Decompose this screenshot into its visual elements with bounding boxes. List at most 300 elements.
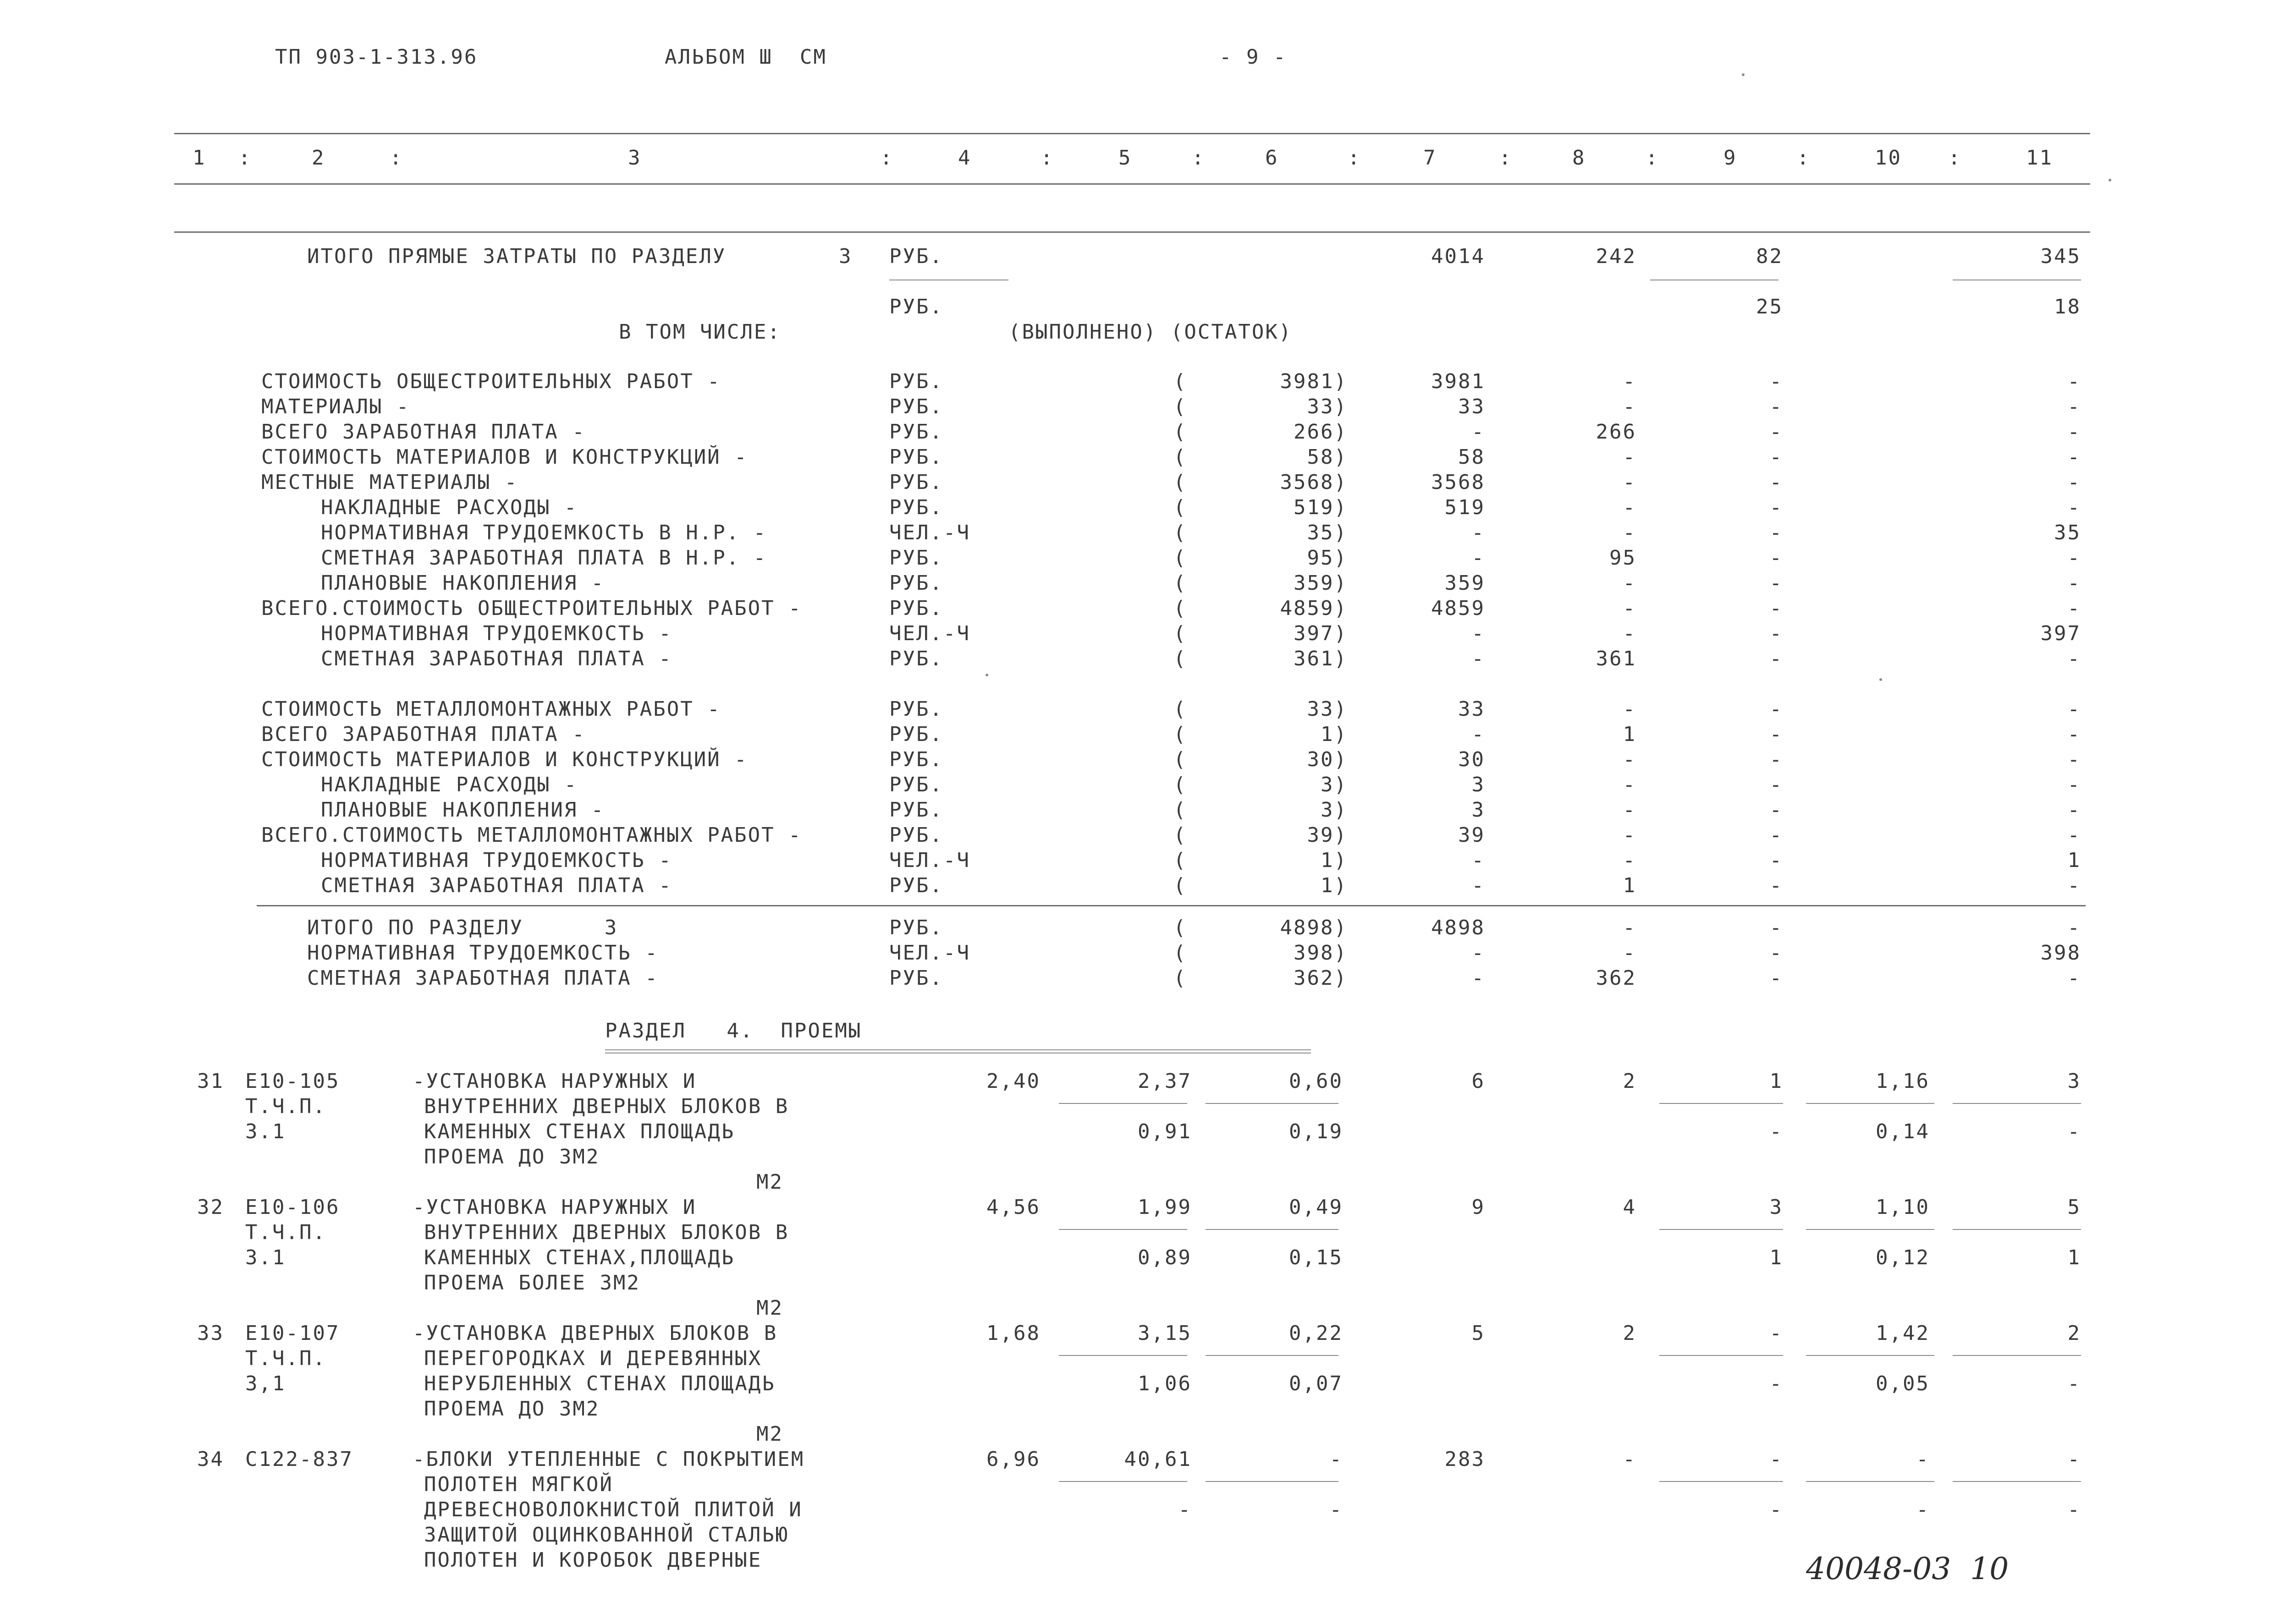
item-col10-b: 0,12 <box>1876 1246 1930 1269</box>
row-col9: - <box>1769 647 1783 670</box>
row-col9: - <box>1769 723 1783 746</box>
row-label: НОРМАТИВНАЯ ТРУДОЕМКОСТЬ - <box>321 849 672 872</box>
row-col9: - <box>1769 597 1783 620</box>
doc-code: ТП 903-1-313.96 <box>275 45 478 69</box>
row-col7: 3 <box>1471 798 1485 822</box>
column-number-2: 2 <box>312 146 325 170</box>
item-code: Е10-107 <box>245 1322 340 1345</box>
row-col7: - <box>1471 647 1485 670</box>
item-col10: 1,16 <box>1876 1070 1930 1093</box>
total-label: НОРМАТИВНАЯ ТРУДОЕМКОСТЬ - <box>307 941 659 965</box>
row-paren: ( <box>1173 445 1187 469</box>
row-label: МЕСТНЫЕ МАТЕРИАЛЫ - <box>261 471 518 494</box>
item-col10-b: - <box>1916 1498 1930 1521</box>
row-col11: - <box>2067 370 2081 393</box>
column-separator: : <box>1948 146 1962 170</box>
row-col11: - <box>2067 697 2081 721</box>
total-col7: 4898 <box>1431 916 1485 939</box>
row-col9: - <box>1769 748 1783 771</box>
row-unit: РУБ. <box>889 723 943 746</box>
row-col9: - <box>1769 849 1783 872</box>
item-col11-b: - <box>2067 1498 2081 1521</box>
row-col9: - <box>1769 420 1783 444</box>
item-col5: 40,61 <box>1124 1448 1192 1471</box>
item-description-line: ВНУТРЕННИХ ДВЕРНЫХ БЛОКОВ В <box>424 1221 789 1244</box>
row-col7: - <box>1471 622 1485 645</box>
row-label: НАКЛАДНЫЕ РАСХОДЫ - <box>321 773 578 796</box>
item-col11-b: - <box>2067 1120 2081 1143</box>
row-col8: - <box>1623 697 1636 721</box>
column-number-3: 3 <box>628 146 642 170</box>
row-label: СТОИМОСТЬ МАТЕРИАЛОВ И КОНСТРУКЦИЙ - <box>261 445 748 469</box>
row-paren: ( <box>1173 773 1187 796</box>
row-col9: - <box>1769 496 1783 519</box>
row-col11: - <box>2067 445 2081 469</box>
item-col11-b: - <box>2067 1372 2081 1395</box>
item-col6: - <box>1329 1448 1343 1471</box>
item-description-line: ВНУТРЕННИХ ДВЕРНЫХ БЛОКОВ В <box>424 1095 789 1118</box>
item-col5-b: 0,91 <box>1138 1120 1192 1143</box>
item-col10: - <box>1916 1448 1930 1471</box>
row-col11: - <box>2067 471 2081 494</box>
row-col8: - <box>1623 445 1636 469</box>
row-col7: - <box>1471 521 1485 544</box>
row-label: ПЛАНОВЫЕ НАКОПЛЕНИЯ - <box>321 571 605 595</box>
row-unit: РУБ. <box>889 823 943 847</box>
row-paren: ( <box>1173 798 1187 822</box>
item-number: 31 <box>197 1070 224 1093</box>
row-paren: ( <box>1173 723 1187 746</box>
total-col11: 398 <box>2040 941 2081 965</box>
summary-col8: 242 <box>1596 245 1636 268</box>
summary-title: ИТОГО ПРЯМЫЕ ЗАТРАТЫ ПО РАЗДЕЛУ <box>307 245 727 268</box>
row-col6: 361) <box>1294 647 1348 670</box>
row-paren: ( <box>1173 823 1187 847</box>
row-col8: 266 <box>1596 420 1636 444</box>
row-unit: РУБ. <box>889 546 943 570</box>
row-unit: РУБ. <box>889 420 943 444</box>
row-col6: 33) <box>1307 395 1348 418</box>
total-unit: ЧЕЛ.-Ч <box>889 941 970 965</box>
row-col6: 95) <box>1307 546 1348 570</box>
row-col6: 30) <box>1307 748 1348 771</box>
item-unit: М2 <box>756 1296 783 1320</box>
row-col7: - <box>1471 420 1485 444</box>
row-col11: - <box>2067 723 2081 746</box>
item-col7: 283 <box>1444 1448 1485 1471</box>
item-number: 34 <box>197 1448 224 1471</box>
item-code: Е10-106 <box>245 1196 340 1219</box>
row-unit: РУБ. <box>889 445 943 469</box>
total-label: СМЕТНАЯ ЗАРАБОТНАЯ ПЛАТА - <box>307 966 659 990</box>
item-col9: 1 <box>1769 1070 1783 1093</box>
row-col9: - <box>1769 571 1783 595</box>
column-separator: : <box>1646 146 1659 170</box>
item-description-line: ПЕРЕГОРОДКАХ И ДЕРЕВЯННЫХ <box>424 1347 762 1370</box>
row-unit: ЧЕЛ.-Ч <box>889 521 970 544</box>
row-paren: ( <box>1173 622 1187 645</box>
row-paren: ( <box>1173 521 1187 544</box>
row-paren: ( <box>1173 471 1187 494</box>
column-separator: : <box>238 146 252 170</box>
row-col9: - <box>1769 798 1783 822</box>
total-col8: - <box>1623 916 1636 939</box>
total-unit: РУБ. <box>889 966 943 990</box>
summary-col11-b: 18 <box>2054 295 2081 318</box>
row-col7: 39 <box>1458 823 1485 847</box>
column-number-1: 1 <box>193 146 206 170</box>
row-col11: - <box>2067 748 2081 771</box>
row-col7: 30 <box>1458 748 1485 771</box>
row-col7: 3568 <box>1431 471 1485 494</box>
album-label: АЛЬБОМ Ш СМ <box>665 45 827 69</box>
item-col11: - <box>2067 1448 2081 1471</box>
row-label: СМЕТНАЯ ЗАРАБОТНАЯ ПЛАТА В Н.Р. - <box>321 546 767 570</box>
item-description-line: КАМЕННЫХ СТЕНАХ,ПЛОЩАДЬ <box>424 1246 735 1269</box>
row-paren: ( <box>1173 697 1187 721</box>
row-col11: 1 <box>2067 849 2081 872</box>
item-description-line: ПОЛОТЕН МЯГКОЙ <box>424 1473 613 1496</box>
including-label: В ТОМ ЧИСЛЕ: <box>619 320 781 344</box>
item-description-line: ПОЛОТЕН И КОРОБОК ДВЕРНЫЕ <box>424 1548 762 1572</box>
row-col7: 58 <box>1458 445 1485 469</box>
row-label: НОРМАТИВНАЯ ТРУДОЕМКОСТЬ - <box>321 622 672 645</box>
row-col6: 35) <box>1307 521 1348 544</box>
item-description-line: ДРЕВЕСНОВОЛОКНИСТОЙ ПЛИТОЙ И <box>424 1498 803 1521</box>
row-col6: 1) <box>1321 723 1348 746</box>
column-number-9: 9 <box>1723 146 1737 170</box>
column-number-7: 7 <box>1423 146 1437 170</box>
row-col6: 4859) <box>1280 597 1348 620</box>
row-col11: 35 <box>2054 521 2081 544</box>
item-code: С122-837 <box>245 1448 353 1471</box>
handwritten-signature: 40048-03 10 <box>1806 1551 2009 1586</box>
row-col8: - <box>1623 521 1636 544</box>
row-col8: 361 <box>1596 647 1636 670</box>
item-description-line: НЕРУБЛЕННЫХ СТЕНАХ ПЛОЩАДЬ <box>424 1372 776 1395</box>
item-col5-b: 0,89 <box>1138 1246 1192 1269</box>
column-separator: : <box>880 146 894 170</box>
row-col9: - <box>1769 823 1783 847</box>
item-col9: - <box>1769 1448 1783 1471</box>
item-col7: 6 <box>1471 1070 1485 1093</box>
row-col9: - <box>1769 874 1783 897</box>
total-paren: ( <box>1173 916 1187 939</box>
row-col7: 33 <box>1458 395 1485 418</box>
row-unit: РУБ. <box>889 798 943 822</box>
total-col9: - <box>1769 941 1783 965</box>
item-unit: М2 <box>756 1422 783 1446</box>
row-paren: ( <box>1173 546 1187 570</box>
row-col8: - <box>1623 597 1636 620</box>
row-col8: - <box>1623 798 1636 822</box>
row-col6: 33) <box>1307 697 1348 721</box>
row-col11: - <box>2067 647 2081 670</box>
item-col11: 3 <box>2067 1070 2081 1093</box>
column-separator: : <box>390 146 403 170</box>
item-col5-b: 1,06 <box>1138 1372 1192 1395</box>
item-code-sub: 3.1 <box>245 1246 286 1269</box>
item-col6-b: - <box>1329 1498 1343 1521</box>
row-label: ВСЕГО.СТОИМОСТЬ ОБЩЕСТРОИТЕЛЬНЫХ РАБОТ - <box>261 597 802 620</box>
item-description-line: КАМЕННЫХ СТЕНАХ ПЛОЩАДЬ <box>424 1120 735 1143</box>
row-paren: ( <box>1173 874 1187 897</box>
column-separator: : <box>1348 146 1361 170</box>
total-col6: 4898) <box>1280 916 1348 939</box>
section-top-rule <box>174 231 2090 233</box>
row-paren: ( <box>1173 420 1187 444</box>
row-col7: 519 <box>1444 496 1485 519</box>
item-col10-b: 0,14 <box>1876 1120 1930 1143</box>
item-description-line: ПРОЕМА ДО 3М2 <box>424 1397 600 1421</box>
item-description-line: -УСТАНОВКА НАРУЖНЫХ И <box>413 1196 697 1219</box>
row-col7: 3 <box>1471 773 1485 796</box>
item-col5: 3,15 <box>1138 1322 1192 1345</box>
row-col11: - <box>2067 874 2081 897</box>
row-label: НОРМАТИВНАЯ ТРУДОЕМКОСТЬ В Н.Р. - <box>321 521 767 544</box>
row-paren: ( <box>1173 748 1187 771</box>
row-label: ВСЕГО.СТОИМОСТЬ МЕТАЛЛОМОНТАЖНЫХ РАБОТ - <box>261 823 802 847</box>
row-col9: - <box>1769 521 1783 544</box>
row-col11: - <box>2067 798 2081 822</box>
item-code-sub: 3.1 <box>245 1120 286 1143</box>
row-col6: 1) <box>1321 849 1348 872</box>
row-col8: - <box>1623 496 1636 519</box>
summary-section-no: 3 <box>839 245 853 268</box>
totals-rule <box>257 905 2086 906</box>
item-col5-b: - <box>1178 1498 1192 1521</box>
row-col6: 3) <box>1321 773 1348 796</box>
total-col8: - <box>1623 941 1636 965</box>
row-col7: 4859 <box>1431 597 1485 620</box>
row-col7: 359 <box>1444 571 1485 595</box>
item-col5: 1,99 <box>1138 1196 1192 1219</box>
row-col8: 95 <box>1609 546 1636 570</box>
item-col9-b: - <box>1769 1120 1783 1143</box>
row-col8: 1 <box>1623 874 1636 897</box>
item-description-line: -УСТАНОВКА НАРУЖНЫХ И <box>413 1070 697 1093</box>
section4-underline <box>605 1049 1311 1053</box>
item-code-sub: 3,1 <box>245 1372 286 1395</box>
row-unit: РУБ. <box>889 773 943 796</box>
item-number: 33 <box>197 1322 224 1345</box>
item-code: Е10-105 <box>245 1070 340 1093</box>
row-label: МАТЕРИАЛЫ - <box>261 395 410 418</box>
item-col6-b: 0,15 <box>1289 1246 1343 1269</box>
row-col9: - <box>1769 445 1783 469</box>
row-col7: - <box>1471 874 1485 897</box>
row-col11: 397 <box>2040 622 2081 645</box>
item-col5: 2,37 <box>1138 1070 1192 1093</box>
row-unit: ЧЕЛ.-Ч <box>889 849 970 872</box>
item-col9-b: - <box>1769 1498 1783 1521</box>
column-separator: : <box>1192 146 1206 170</box>
item-description-line: ЗАЩИТОЙ ОЦИНКОВАННОЙ СТАЛЬЮ <box>424 1523 789 1547</box>
total-unit: РУБ. <box>889 916 943 939</box>
row-label: НАКЛАДНЫЕ РАСХОДЫ - <box>321 496 578 519</box>
row-col8: - <box>1623 471 1636 494</box>
page-number: - 9 - <box>1219 45 1287 69</box>
item-col7: 9 <box>1471 1196 1485 1219</box>
item-description-line: ПРОЕМА БОЛЕЕ 3М2 <box>424 1271 640 1295</box>
row-col7: - <box>1471 849 1485 872</box>
row-unit: ЧЕЛ.-Ч <box>889 622 970 645</box>
item-col8: 2 <box>1623 1070 1636 1093</box>
total-col11: - <box>2067 966 2081 990</box>
row-col9: - <box>1769 395 1783 418</box>
row-paren: ( <box>1173 597 1187 620</box>
item-col11: 5 <box>2067 1196 2081 1219</box>
row-label: СТОИМОСТЬ МАТЕРИАЛОВ И КОНСТРУКЦИЙ - <box>261 748 748 771</box>
total-label: ИТОГО ПО РАЗДЕЛУ 3 <box>307 916 618 939</box>
column-number-8: 8 <box>1572 146 1586 170</box>
item-col9-b: - <box>1769 1372 1783 1395</box>
row-col9: - <box>1769 546 1783 570</box>
section4-title: РАЗДЕЛ 4. ПРОЕМЫ <box>605 1019 862 1042</box>
row-unit: РУБ. <box>889 748 943 771</box>
total-col9: - <box>1769 966 1783 990</box>
row-col11: - <box>2067 395 2081 418</box>
row-paren: ( <box>1173 370 1187 393</box>
row-col9: - <box>1769 697 1783 721</box>
column-separator: : <box>1797 146 1811 170</box>
row-col6: 3568) <box>1280 471 1348 494</box>
row-col8: - <box>1623 370 1636 393</box>
row-col8: - <box>1623 849 1636 872</box>
row-col6: 359) <box>1294 571 1348 595</box>
total-col7: - <box>1471 966 1485 990</box>
row-col11: - <box>2067 571 2081 595</box>
item-col4: 6,96 <box>986 1448 1041 1471</box>
item-col6: 0,22 <box>1289 1322 1343 1345</box>
summary-unit-2: РУБ. <box>889 295 943 318</box>
row-unit: РУБ. <box>889 697 943 721</box>
total-paren: ( <box>1173 941 1187 965</box>
row-col9: - <box>1769 370 1783 393</box>
column-number-10: 10 <box>1875 146 1902 170</box>
item-col8: - <box>1623 1448 1636 1471</box>
row-col6: 3) <box>1321 798 1348 822</box>
total-col11: - <box>2067 916 2081 939</box>
item-col4: 2,40 <box>986 1070 1041 1093</box>
row-col9: - <box>1769 622 1783 645</box>
row-col6: 397) <box>1294 622 1348 645</box>
item-col10-b: 0,05 <box>1876 1372 1930 1395</box>
header-bottom-rule <box>174 183 2090 185</box>
row-col8: - <box>1623 395 1636 418</box>
row-col6: 39) <box>1307 823 1348 847</box>
row-unit: РУБ. <box>889 571 943 595</box>
item-code-ref: Т.Ч.П. <box>245 1221 326 1244</box>
row-col7: 3981 <box>1431 370 1485 393</box>
summary-unit: РУБ. <box>889 245 943 268</box>
header-top-rule <box>174 133 2090 134</box>
row-label: СМЕТНАЯ ЗАРАБОТНАЯ ПЛАТА - <box>321 647 672 670</box>
row-col8: - <box>1623 823 1636 847</box>
row-col9: - <box>1769 773 1783 796</box>
item-number: 32 <box>197 1196 224 1219</box>
item-col9: - <box>1769 1322 1783 1345</box>
column-separator: : <box>1041 146 1054 170</box>
row-unit: РУБ. <box>889 496 943 519</box>
item-col10: 1,42 <box>1876 1322 1930 1345</box>
item-col7: 5 <box>1471 1322 1485 1345</box>
row-col6: 3981) <box>1280 370 1348 393</box>
total-paren: ( <box>1173 966 1187 990</box>
item-description-line: -УСТАНОВКА ДВЕРНЫХ БЛОКОВ В <box>413 1322 778 1345</box>
row-col11: - <box>2067 823 2081 847</box>
row-col7: - <box>1471 546 1485 570</box>
summary-col9-b: 25 <box>1756 295 1783 318</box>
total-col9: - <box>1769 916 1783 939</box>
row-col6: 266) <box>1294 420 1348 444</box>
item-col4: 1,68 <box>986 1322 1041 1345</box>
row-unit: РУБ. <box>889 874 943 897</box>
row-col9: - <box>1769 471 1783 494</box>
row-col8: - <box>1623 773 1636 796</box>
item-col11-b: 1 <box>2067 1246 2081 1269</box>
column-number-4: 4 <box>958 146 972 170</box>
row-label: СМЕТНАЯ ЗАРАБОТНАЯ ПЛАТА - <box>321 874 672 897</box>
item-description-line: -БЛОКИ УТЕПЛЕННЫЕ С ПОКРЫТИЕМ <box>413 1448 805 1471</box>
item-col9-b: 1 <box>1769 1246 1783 1269</box>
item-col4: 4,56 <box>986 1196 1041 1219</box>
item-col8: 2 <box>1623 1322 1636 1345</box>
row-col6: 58) <box>1307 445 1348 469</box>
row-col11: - <box>2067 496 2081 519</box>
item-col6: 0,60 <box>1289 1070 1343 1093</box>
summary-col11: 345 <box>2040 245 2081 268</box>
row-col11: - <box>2067 546 2081 570</box>
row-col8: - <box>1623 748 1636 771</box>
row-col7: 33 <box>1458 697 1485 721</box>
row-unit: РУБ. <box>889 370 943 393</box>
row-unit: РУБ. <box>889 395 943 418</box>
item-col8: 4 <box>1623 1196 1636 1219</box>
row-unit: РУБ. <box>889 597 943 620</box>
row-col8: 1 <box>1623 723 1636 746</box>
row-label: СТОИМОСТЬ МЕТАЛЛОМОНТАЖНЫХ РАБОТ - <box>261 697 721 721</box>
item-unit: М2 <box>756 1170 783 1194</box>
row-unit: РУБ. <box>889 647 943 670</box>
row-label: ВСЕГО ЗАРАБОТНАЯ ПЛАТА - <box>261 723 586 746</box>
item-col6-b: 0,07 <box>1289 1372 1343 1395</box>
done-remaining-label: (ВЫПОЛНЕНО) (ОСТАТОК) <box>1008 320 1293 344</box>
column-number-6: 6 <box>1265 146 1279 170</box>
item-col9: 3 <box>1769 1196 1783 1219</box>
row-paren: ( <box>1173 496 1187 519</box>
row-paren: ( <box>1173 395 1187 418</box>
total-col8: 362 <box>1596 966 1636 990</box>
total-col7: - <box>1471 941 1485 965</box>
row-col8: - <box>1623 571 1636 595</box>
row-label: СТОИМОСТЬ ОБЩЕСТРОИТЕЛЬНЫХ РАБОТ - <box>261 370 721 393</box>
item-col10: 1,10 <box>1876 1196 1930 1219</box>
item-code-ref: Т.Ч.П. <box>245 1347 326 1370</box>
row-label: ВСЕГО ЗАРАБОТНАЯ ПЛАТА - <box>261 420 586 444</box>
item-col6: 0,49 <box>1289 1196 1343 1219</box>
row-paren: ( <box>1173 849 1187 872</box>
row-col7: - <box>1471 723 1485 746</box>
column-number-5: 5 <box>1118 146 1132 170</box>
summary-col9: 82 <box>1756 245 1783 268</box>
total-col6: 398) <box>1294 941 1348 965</box>
item-code-ref: Т.Ч.П. <box>245 1095 326 1118</box>
row-label: ПЛАНОВЫЕ НАКОПЛЕНИЯ - <box>321 798 605 822</box>
row-col8: - <box>1623 622 1636 645</box>
row-paren: ( <box>1173 647 1187 670</box>
row-col11: - <box>2067 597 2081 620</box>
